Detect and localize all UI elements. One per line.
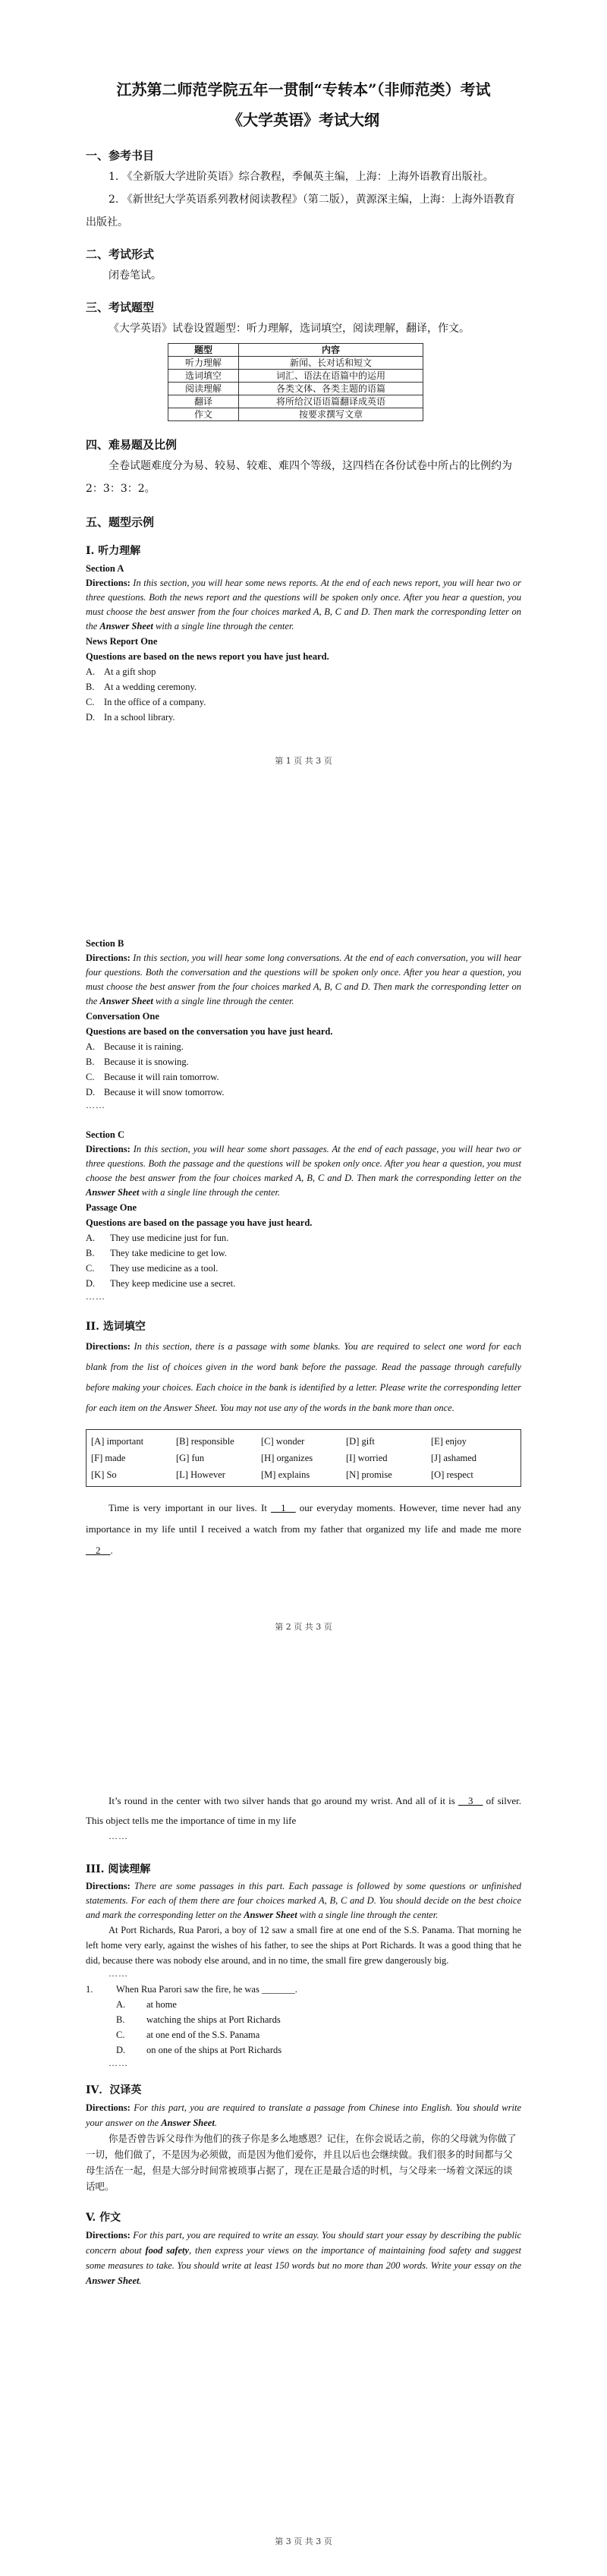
option-d: D. Because it will snow tomorrow.: [86, 1087, 225, 1097]
part2-heading: II. 选词填空: [86, 1321, 146, 1333]
option-a: A. At a gift shop: [86, 666, 156, 677]
word-bank-row: [A] important [B] responsible [C] wonder [D] gift [E] enjoy: [91, 1436, 467, 1447]
section3-heading: 三、考试题型: [86, 301, 155, 314]
section-c-directions: Directions: In this section, you will hear some short passages. At the end of each passage, you will hear two or three questions. Both the passage and the questions will be spoken only once. After you hear a question, you must choose the best answer from the four choices marked A, B, C and D. Then mark the corresponding letter on the Answer Sheet with a single line through the center.: [86, 1144, 521, 1198]
conversation-label: Conversation One: [86, 1011, 159, 1022]
ellipsis: ……: [109, 1968, 128, 1979]
news-report-label: News Report One: [86, 636, 158, 647]
option-b: B. watching the ships at Port Richards: [116, 2014, 281, 2025]
passage-questions-intro: Questions are based on the passage you have just heard.: [86, 1217, 313, 1228]
word-bank-row: [K] So [L] However [M] explains [N] promise [O] respect: [91, 1469, 473, 1480]
option-b: B. They take medicine to get low.: [86, 1248, 227, 1258]
blank-3: __3__: [458, 1795, 483, 1806]
table-row: 翻译 将所给汉语语篇翻译成英语: [168, 395, 423, 408]
reading-question: 1. When Rua Parori saw the fire, he was _______. A. at home B. watching the ships at Port Richards C. at one end of the S.S. Panama D. on one of the ships at Port Richards: [86, 1982, 521, 2058]
reference-2: 2. 《新世纪大学英语系列教材阅读教程》（第二版），黄源深主编，上海：上海外语教育出版社。: [86, 194, 515, 228]
part1-heading: I. 听力理解: [86, 545, 141, 557]
word-bank-row: [F] made [G] fun [H] organizes [I] worried [J] ashamed: [91, 1453, 477, 1463]
question-types-text: 《大学英语》试卷设置题型：听力理解，选词填空，阅读理解，翻译，作文。: [109, 323, 470, 335]
table-row: 作文 按要求撰写文章: [168, 408, 423, 421]
blank-1: __1__: [271, 1502, 296, 1513]
section1-heading: 一、参考书目: [86, 149, 155, 162]
option-b: B. Because it is snowing.: [86, 1057, 189, 1067]
ellipsis: ……: [109, 1831, 128, 1841]
table-header: 题型: [168, 344, 239, 357]
page-2: [0, 858, 607, 1717]
section5-heading: 五、题型示例: [86, 515, 155, 529]
section4-heading: 四、难易题及比例: [86, 438, 178, 452]
page-footer: 第 1 页 共 3 页: [275, 756, 332, 766]
section-a-label: Section A: [86, 563, 124, 574]
section-b-directions: Directions: In this section, you will hear some long conversations. At the end of each conversation, you will hear four questions. Both the conversation and the questions will be spoken only once. After you hear a question, you must choose the best answer from the four choices marked A, B, C and D. Then mark the corresponding letter on the Answer Sheet with a single line through the center.: [86, 953, 521, 1006]
news-questions-intro: Questions are based on the news report you have just heard.: [86, 651, 329, 662]
word-bank: [86, 1429, 521, 1487]
page-footer: 第 3 页 共 3 页: [275, 2537, 332, 2546]
table-header: 内容: [239, 344, 423, 357]
section-c-label: Section C: [86, 1129, 125, 1140]
option-a: A. at home: [116, 1999, 177, 2010]
blank-2: __2__: [86, 1545, 111, 1556]
part3-directions: Directions: There are some passages in this part. Each passage is followed by some questions or unfinished statements. For each of them there are four choices marked A, B, C and D. You should decide on the best choice and mark the corresponding letter on the Answer Sheet with a single line through the center.: [86, 1881, 521, 1920]
part2-directions: Directions: In this section, there is a passage with some blanks. You are required to select one word for each blank from the list of choices given in the word bank before the passage. Read the passage through carefully before making your choices. Each choice in the bank is identified by a letter. Please write the corresponding letter for each item on the Answer Sheet. You may not use any of the words in the bank more than once.: [86, 1341, 521, 1413]
ellipsis: ……: [109, 2058, 128, 2068]
translation-passage: 你是否曾告诉父母作为他们的孩子你是多么地感恩？记住，在你会说话之前，你的父母就为你做了一切，他们做了，不是因为必须做，而是因为他们爱你，并且以后也会继续做。我们很多的时间都与父母生活在一起，但是大部分时间常被琐事占据了，现在正是最合适的时机，与父母来一场着文深远的谈话吧。: [86, 2133, 517, 2192]
page-1: [0, 0, 607, 858]
part5-heading: V. 作文: [86, 2212, 121, 2224]
passage-label: Passage One: [86, 1202, 137, 1213]
reference-1: 1. 《全新版大学进阶英语》综合教程，季佩英主编，上海：上海外语教育出版社。: [109, 171, 494, 183]
option-c: C. Because it will rain tomorrow.: [86, 1072, 219, 1082]
option-a: A. Because it is raining.: [86, 1041, 184, 1052]
ellipsis: ……: [86, 1291, 105, 1302]
doc-title-line2: 《大学英语》考试大纲: [228, 111, 379, 129]
conversation-questions-intro: Questions are based on the conversation you have just heard.: [86, 1026, 333, 1037]
option-c: C. at one end of the S.S. Panama: [116, 2030, 260, 2040]
reading-passage: At Port Richards, Rua Parori, a boy of 12 saw a small fire at one end of the S.S. Panama. That morning he left home very early, against the wishes of his father, to see the ships at Port Richards. It was a good thing that he did, because there was nobody else around, and in no time, the small fire grew dangerously big.: [86, 1925, 521, 1966]
section-b-label: Section B: [86, 938, 124, 949]
cloze-passage-continued: It’s round in the center with two silver hands that go around my wrist. And all of it is __3__ of silver. This object tells me the importance of time in my life: [86, 1795, 521, 1826]
section2-heading: 二、考试形式: [86, 247, 155, 261]
option-d: D. They keep medicine use a secret.: [86, 1278, 236, 1289]
ellipsis: ……: [86, 1100, 105, 1110]
part4-heading: IV．汉译英: [86, 2084, 142, 2096]
question-types-table: [168, 343, 423, 421]
page-3: [0, 1717, 607, 2576]
table-row: 听力理解 新闻、长对话和短文: [168, 357, 423, 370]
option-d: D. on one of the ships at Port Richards: [116, 2045, 282, 2055]
exam-form-text: 闭卷笔试。: [109, 269, 162, 282]
difficulty-text: 全卷试题难度分为易、较易、较难、难四个等级，这四档在各份试卷中所占的比例约为2：3：3：2。: [86, 460, 512, 495]
doc-title-line1: 江苏第二师范学院五年一贯制“专转本”（非师范类）考试: [116, 80, 491, 99]
table-row: 阅读理解 各类文体、各类主题的语篇: [168, 383, 423, 395]
option-c: C. In the office of a company.: [86, 697, 206, 707]
page-footer: 第 2 页 共 3 页: [275, 1622, 332, 1632]
part4-directions: Directions: For this part, you are required to translate a passage from Chinese into English. You should write your answer on the Answer Sheet.: [86, 2102, 521, 2128]
option-c: C. They use medicine as a tool.: [86, 1263, 219, 1274]
option-a: A. They use medicine just for fun.: [86, 1233, 229, 1243]
part3-heading: III. 阅读理解: [86, 1863, 151, 1875]
table-row: 选词填空 词汇、语法在语篇中的运用: [168, 370, 423, 383]
cloze-passage: Time is very important in our lives. It __1__ our everyday moments. However, time never had any importance in my life until I received a watch from my father that organized my life and made me more __2__.: [86, 1502, 521, 1556]
option-d: D. In a school library.: [86, 712, 175, 723]
section-a-directions: Directions: In this section, you will hear some news reports. At the end of each news report, you will hear two or three questions. Both the news report and the questions will be spoken only once. After you hear a question, you must choose the best answer from the four choices marked A, B, C and D. Then mark the corresponding letter on the Answer Sheet with a single line through the center.: [86, 578, 521, 631]
option-b: B. At a wedding ceremony.: [86, 682, 197, 692]
part5-directions: Directions: For this part, you are required to write an essay. You should start your essay by describing the public concern about food safety, then express your views on the importance of maintaining food safety and suggest some measures to take. You should write at least 150 words but no more than 200 words. Write your essay on the Answer Sheet.: [86, 2230, 522, 2286]
